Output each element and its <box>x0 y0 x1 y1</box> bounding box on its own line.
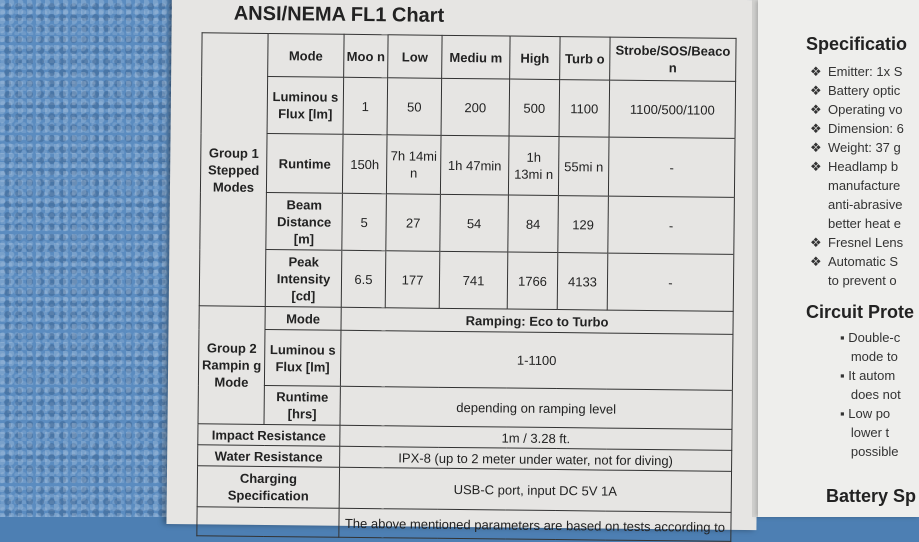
cell: 500 <box>509 79 560 137</box>
cell: 1100 <box>559 80 610 138</box>
header-mode: Mode <box>268 34 344 78</box>
list-item: ▪ Double-c <box>840 330 901 345</box>
circuit-protection-heading: Circuit Prote <box>806 302 915 322</box>
cell: 1h 47min <box>440 135 509 195</box>
diamond-bullet-icon: ❖ <box>810 121 822 136</box>
cell: 54 <box>440 194 509 252</box>
note-blank <box>197 507 339 537</box>
cell: 84 <box>508 195 559 253</box>
cell: 55mi n <box>558 137 609 197</box>
circuit-list <box>840 330 901 463</box>
cell: 27 <box>386 194 441 252</box>
diamond-bullet-icon: ❖ <box>810 159 822 174</box>
diamond-bullet-icon: ❖ <box>810 254 822 269</box>
table-row <box>198 385 732 430</box>
cell: 7h 14mi n <box>386 135 441 195</box>
cell: 5 <box>342 193 387 250</box>
list-item: ▪ Low po <box>840 406 891 421</box>
header-turbo: Turb o <box>560 37 610 81</box>
cell: 129 <box>558 196 609 254</box>
cell: - <box>607 253 734 311</box>
list-item: ❖ Operating vo <box>810 102 903 117</box>
list-item: to prevent o <box>828 273 897 288</box>
list-item: ❖ Emitter: 1x S <box>810 64 903 79</box>
list-item: lower t <box>850 425 890 440</box>
square-bullet-icon: ▪ <box>840 330 849 345</box>
table-row <box>198 329 733 391</box>
cell: 150h <box>342 134 387 193</box>
list-item: possible <box>850 444 899 459</box>
specifications-heading: Specificatio <box>806 34 908 54</box>
spec-list <box>810 64 904 292</box>
list-item: ❖ Fresnel Lens <box>810 235 904 250</box>
header-high: High <box>510 36 560 80</box>
cell: 1 <box>343 77 388 134</box>
table-row <box>197 466 731 513</box>
list-item: ▪ It autom <box>840 368 896 383</box>
table-row <box>200 192 735 255</box>
group2-label: Group 2 Rampin g Mode <box>198 306 265 425</box>
water-value: IPX-8 (up to 2 meter under water, not for diving) <box>340 446 732 471</box>
group2-runtime-value: depending on ramping level <box>340 386 732 429</box>
impact-value: 1m / 3.28 ft. <box>340 425 732 450</box>
diamond-bullet-icon: ❖ <box>810 64 822 79</box>
group2-flux-value: 1-1100 <box>340 330 733 390</box>
cell: 177 <box>385 251 440 309</box>
cell: 50 <box>387 78 442 136</box>
header-strobe: Strobe/SOS/Beaco n <box>610 37 736 81</box>
fl1-chart-table <box>196 32 736 542</box>
battery-heading: Battery Sp <box>826 486 917 506</box>
cell: 1766 <box>507 252 558 310</box>
list-item: anti-abrasive <box>828 197 903 212</box>
charging-label: Charging Specification <box>197 466 339 508</box>
cell: 200 <box>441 78 510 136</box>
cell: 6.5 <box>341 250 386 307</box>
header-low: Low <box>388 35 442 79</box>
diamond-bullet-icon: ❖ <box>810 235 822 250</box>
water-label: Water Resistance <box>198 445 340 467</box>
list-item: ❖ Weight: 37 g <box>810 140 901 155</box>
cell: - <box>608 137 735 197</box>
group2-mode-label: Mode <box>265 306 341 330</box>
list-item: does not <box>850 387 901 402</box>
group2-flux-label: Luminou s Flux [lm] <box>264 329 341 386</box>
cell: 741 <box>439 251 508 309</box>
list-item: ❖ Dimension: 6 <box>810 121 904 136</box>
charging-value: USB-C port, input DC 5V 1A <box>339 467 731 512</box>
group2-runtime-label: Runtime [hrs] <box>264 385 340 425</box>
row-label-beam: Beam Distance [m] <box>266 192 343 250</box>
note-text: The above mentioned parameters are based on tests according to <box>339 508 731 541</box>
header-row <box>202 33 736 82</box>
list-item: ❖ Headlamp b <box>810 159 899 174</box>
manual-page-left <box>166 0 762 535</box>
list-item: better heat e <box>828 216 901 231</box>
group1-label: Group 1 Stepped Modes <box>199 33 268 307</box>
table-row <box>197 507 731 542</box>
row-label-flux: Luminou s Flux [lm] <box>267 77 344 135</box>
impact-label: Impact Resistance <box>198 424 340 446</box>
group2-mode-value: Ramping: Eco to Turbo <box>341 307 733 334</box>
row-label-peak: Peak Intensity [cd] <box>265 249 342 307</box>
diamond-bullet-icon: ❖ <box>810 102 822 117</box>
cell: - <box>608 196 735 254</box>
table-row <box>200 133 735 198</box>
blue-towel-background <box>0 0 175 517</box>
square-bullet-icon: ▪ <box>840 368 849 383</box>
list-item: ❖ Automatic S <box>810 254 899 269</box>
chart-title: ANSI/NEMA FL1 Chart <box>233 2 445 27</box>
header-moon: Moo n <box>344 34 388 77</box>
row-label-runtime: Runtime <box>266 134 343 194</box>
square-bullet-icon: ▪ <box>840 406 849 421</box>
table-row <box>201 76 736 139</box>
list-item: ❖ Battery optic <box>810 83 901 98</box>
cell: 1h 13mi n <box>508 136 559 196</box>
table-row <box>199 249 734 312</box>
diamond-bullet-icon: ❖ <box>810 83 822 98</box>
cell: 4133 <box>557 253 608 311</box>
cell: 1100/500/1100 <box>609 80 736 138</box>
list-item: manufacture <box>828 178 901 193</box>
manual-page-right <box>758 0 919 517</box>
list-item: mode to <box>850 349 898 364</box>
diamond-bullet-icon: ❖ <box>810 140 822 155</box>
header-medium: Mediu m <box>442 35 510 79</box>
